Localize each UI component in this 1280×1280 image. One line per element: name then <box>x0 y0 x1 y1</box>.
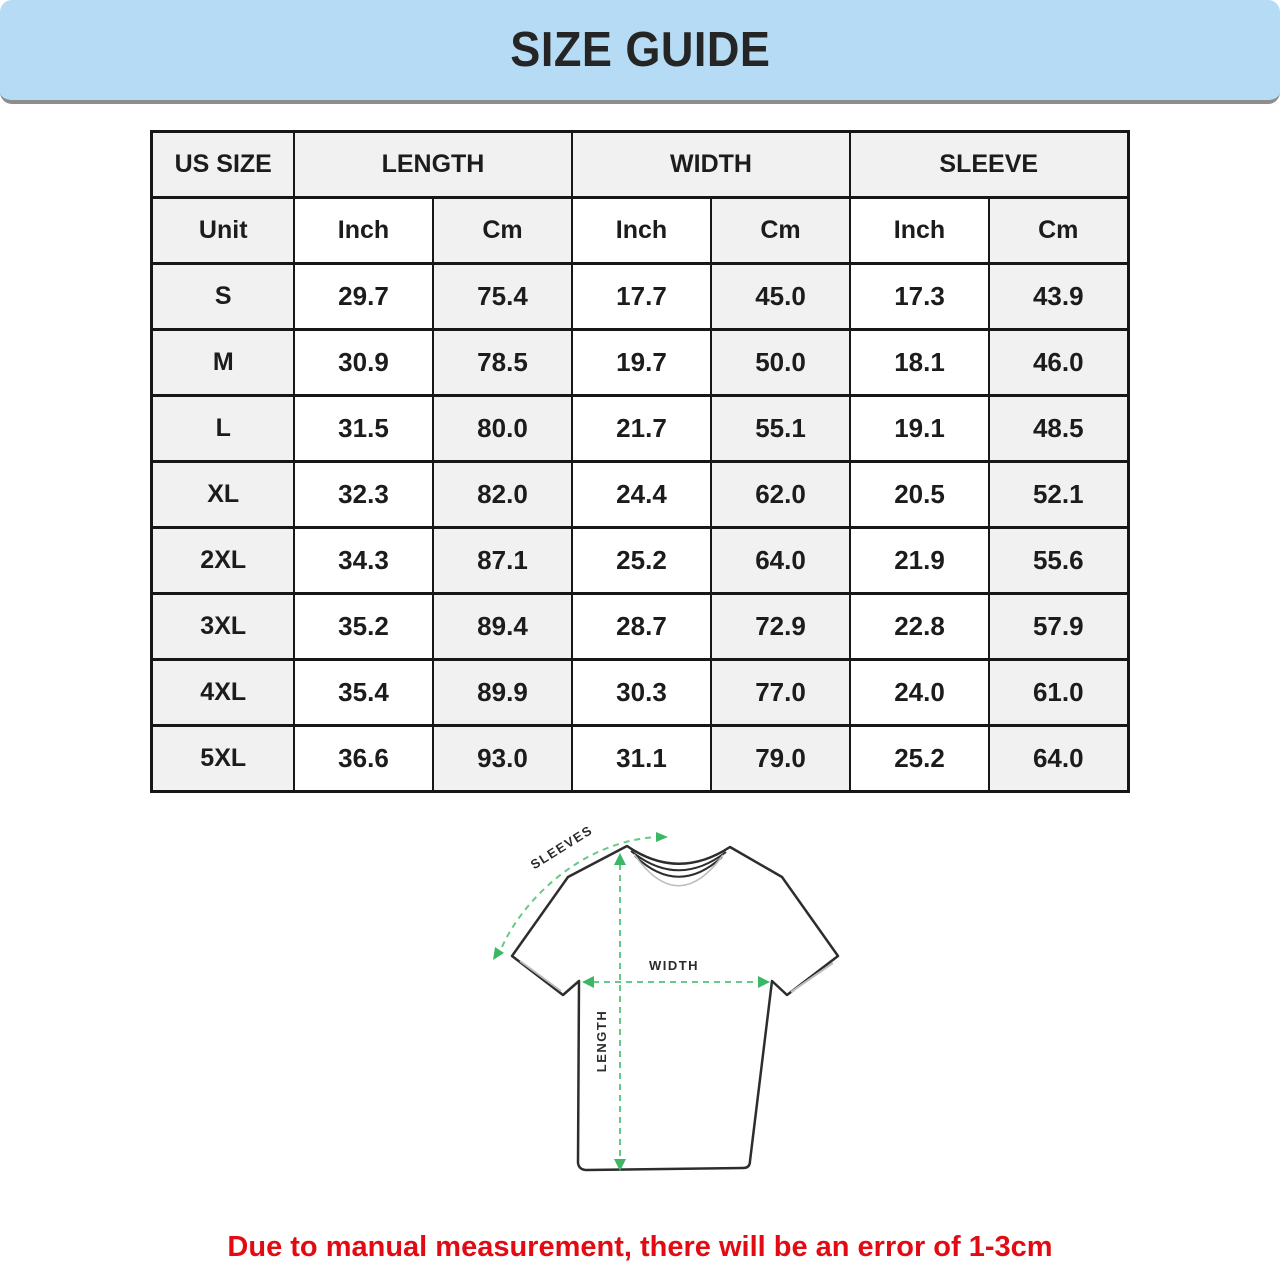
measurement-cell: 31.1 <box>572 726 711 792</box>
table-row <box>152 264 1128 330</box>
measurement-cell: 17.7 <box>572 264 711 330</box>
tshirt-measurement-diagram <box>460 809 880 1201</box>
measurement-cell: 61.0 <box>989 660 1128 726</box>
measurement-cell: 20.5 <box>850 462 989 528</box>
measurement-cell: 55.1 <box>711 396 850 462</box>
length-label: LENGTH <box>594 1009 609 1073</box>
width-header: WIDTH <box>572 132 850 198</box>
measurement-cell: 43.9 <box>989 264 1128 330</box>
table-row <box>152 660 1128 726</box>
measurement-cell: 24.4 <box>572 462 711 528</box>
measurement-cell: 32.3 <box>294 462 433 528</box>
measurement-cell: 80.0 <box>433 396 572 462</box>
measurement-cell: 93.0 <box>433 726 572 792</box>
table-row <box>152 396 1128 462</box>
measurement-cell: 19.7 <box>572 330 711 396</box>
sleeves-label: SLEEVES <box>527 822 596 873</box>
measurement-cell: 17.3 <box>850 264 989 330</box>
length-header: LENGTH <box>294 132 572 198</box>
size-cell: 4XL <box>152 660 294 726</box>
measurement-cell: 55.6 <box>989 528 1128 594</box>
table-row <box>152 528 1128 594</box>
sleeve-cm-header: Cm <box>989 198 1128 264</box>
measurement-cell: 30.9 <box>294 330 433 396</box>
measurement-cell: 62.0 <box>711 462 850 528</box>
measurement-cell: 89.9 <box>433 660 572 726</box>
measurement-cell: 25.2 <box>850 726 989 792</box>
size-chart-table <box>150 130 1129 793</box>
measurement-cell: 30.3 <box>572 660 711 726</box>
width-cm-header: Cm <box>711 198 850 264</box>
measurement-cell: 77.0 <box>711 660 850 726</box>
measurement-cell: 48.5 <box>989 396 1128 462</box>
measurement-cell: 87.1 <box>433 528 572 594</box>
length-cm-header: Cm <box>433 198 572 264</box>
measurement-cell: 64.0 <box>711 528 850 594</box>
size-cell: 5XL <box>152 726 294 792</box>
measurement-cell: 18.1 <box>850 330 989 396</box>
us-size-header: US SIZE <box>152 132 294 198</box>
measurement-cell: 28.7 <box>572 594 711 660</box>
page-title: SIZE GUIDE <box>509 23 771 77</box>
measurement-cell: 35.2 <box>294 594 433 660</box>
size-cell: 3XL <box>152 594 294 660</box>
table-row <box>152 330 1128 396</box>
length-inch-header: Inch <box>294 198 433 264</box>
sleeve-header: SLEEVE <box>850 132 1128 198</box>
measurement-cell: 21.7 <box>572 396 711 462</box>
measurement-cell: 46.0 <box>989 330 1128 396</box>
measurement-cell: 52.1 <box>989 462 1128 528</box>
unit-header-row <box>152 198 1128 264</box>
measurement-cell: 57.9 <box>989 594 1128 660</box>
width-label: WIDTH <box>648 958 700 973</box>
size-cell: M <box>152 330 294 396</box>
measurement-cell: 31.5 <box>294 396 433 462</box>
measurement-cell: 50.0 <box>711 330 850 396</box>
measurement-cell: 79.0 <box>711 726 850 792</box>
measurement-cell: 75.4 <box>433 264 572 330</box>
measurement-cell: 64.0 <box>989 726 1128 792</box>
size-cell: S <box>152 264 294 330</box>
size-guide-banner <box>0 0 1280 104</box>
measurement-error-note: Due to manual measurement, there will be an error of 1-3cm <box>227 1231 1053 1263</box>
measurement-cell: 34.3 <box>294 528 433 594</box>
measurement-cell: 19.1 <box>850 396 989 462</box>
unit-label-cell: Unit <box>152 198 294 264</box>
size-cell: XL <box>152 462 294 528</box>
sleeves-arrowhead-right <box>656 832 668 842</box>
sleeves-arrowhead-left <box>493 947 504 960</box>
width-inch-header: Inch <box>572 198 711 264</box>
measurement-cell: 72.9 <box>711 594 850 660</box>
group-header-row <box>152 132 1128 198</box>
measurement-cell: 22.8 <box>850 594 989 660</box>
sleeve-inch-header: Inch <box>850 198 989 264</box>
measurement-cell: 24.0 <box>850 660 989 726</box>
measurement-cell: 82.0 <box>433 462 572 528</box>
measurement-cell: 35.4 <box>294 660 433 726</box>
measurement-cell: 21.9 <box>850 528 989 594</box>
tshirt-diagram-svg <box>460 809 880 1201</box>
size-cell: 2XL <box>152 528 294 594</box>
measurement-cell: 36.6 <box>294 726 433 792</box>
measurement-cell: 78.5 <box>433 330 572 396</box>
table-row <box>152 594 1128 660</box>
measurement-cell: 45.0 <box>711 264 850 330</box>
tshirt-outline <box>512 846 838 1170</box>
measurement-cell: 25.2 <box>572 528 711 594</box>
table-row <box>152 726 1128 792</box>
table-row <box>152 462 1128 528</box>
measurement-cell: 89.4 <box>433 594 572 660</box>
measurement-cell: 29.7 <box>294 264 433 330</box>
size-cell: L <box>152 396 294 462</box>
